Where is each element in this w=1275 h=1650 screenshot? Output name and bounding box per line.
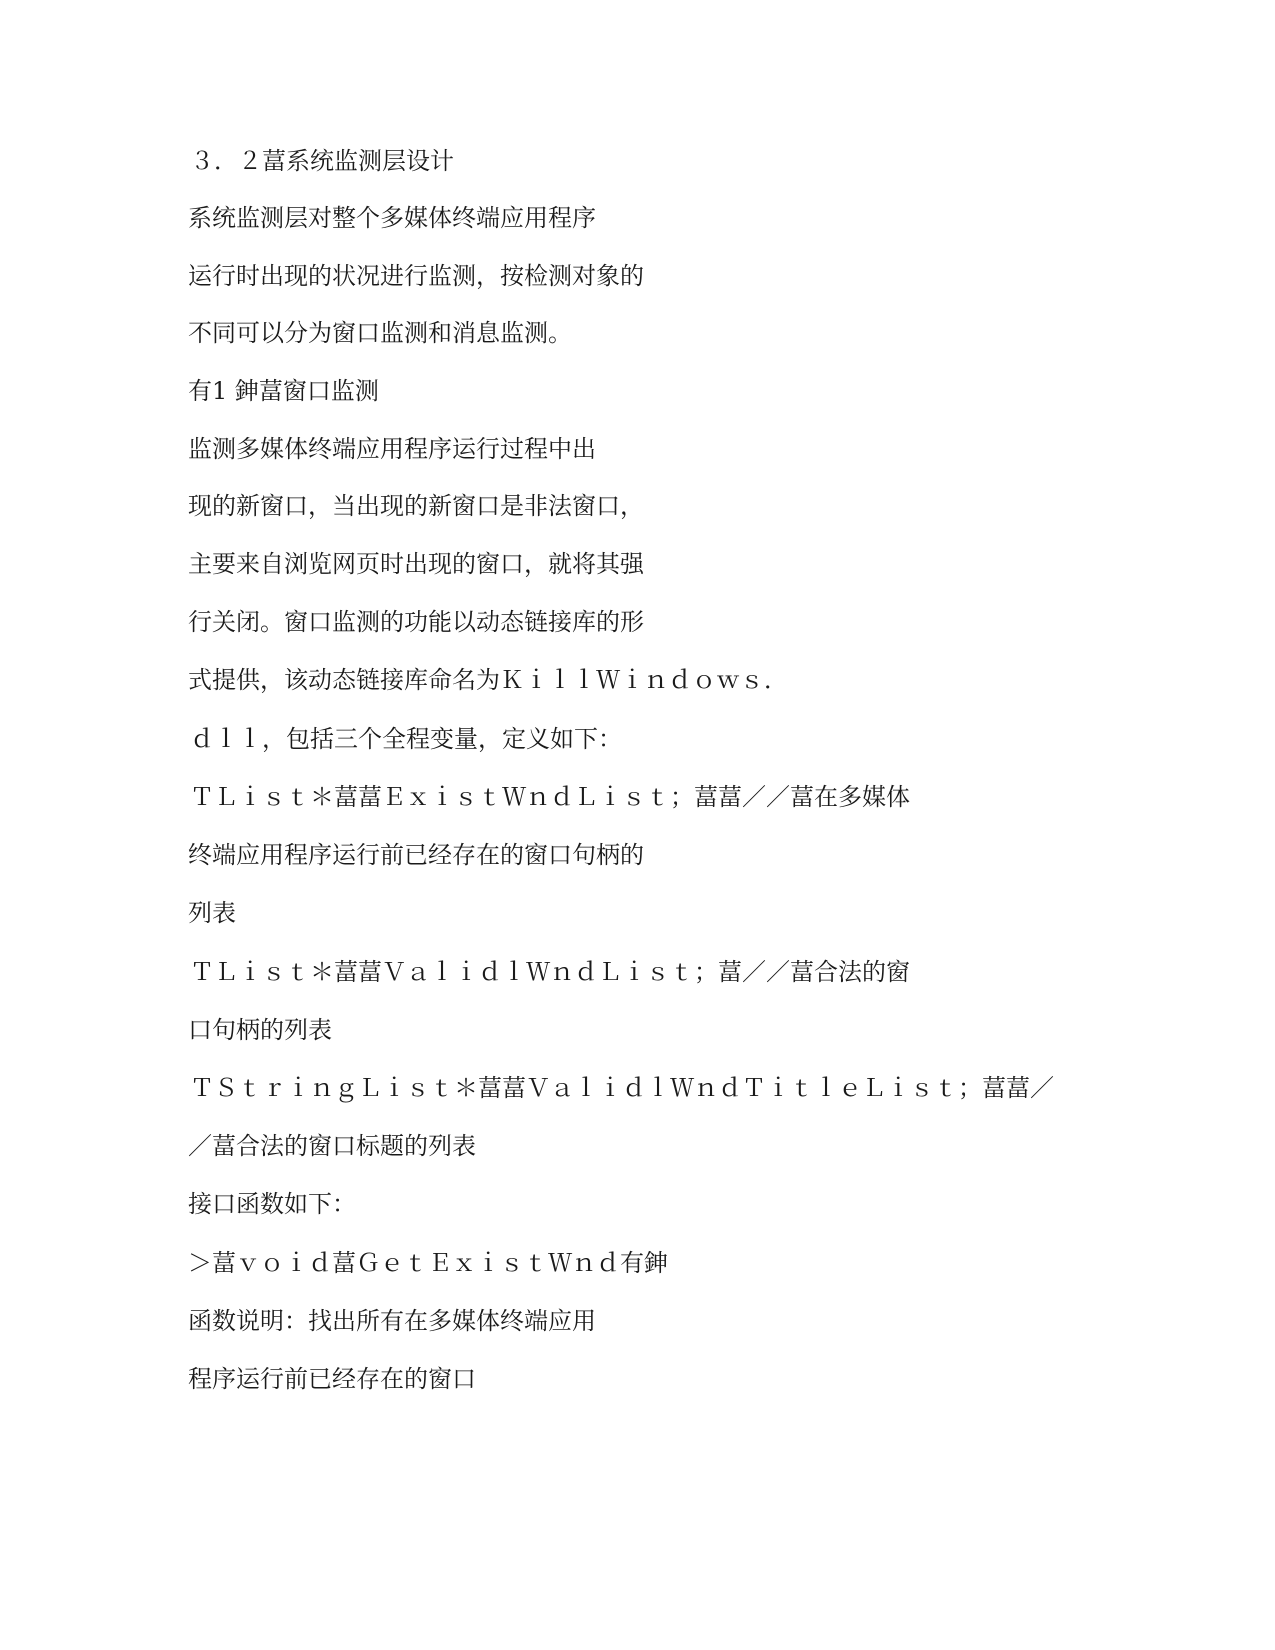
paragraph-line: 口句柄的列表: [188, 1016, 332, 1044]
paragraph-line: 终端应用程序运行前已经存在的窗口句柄的: [188, 841, 644, 869]
paragraph-line: 接口函数如下：: [188, 1190, 356, 1218]
paragraph-line: 不同可以分为窗口监测和消息监测。: [188, 319, 572, 347]
paragraph-line: 式提供，该动态链接库命名为ＫｉｌｌＷｉｎｄｏｗｓ．: [188, 666, 788, 694]
paragraph-line: 列表: [188, 899, 236, 927]
section-heading: ３．２葍系统监测层设计: [190, 147, 454, 175]
paragraph-line: 主要来自浏览网页时出现的窗口，就将其强: [188, 550, 644, 578]
paragraph-line: 运行时出现的状况进行监测，按检测对象的: [188, 262, 644, 290]
paragraph-line: 系统监测层对整个多媒体终端应用程序: [188, 204, 596, 232]
code-line: ＴＬｉｓｔ＊葍葍ＶａｌｉｄｌＷｎｄＬｉｓｔ；葍／／葍合法的窗: [190, 958, 910, 986]
code-line: ＴＳｔｒｉｎｇＬｉｓｔ＊葍葍ＶａｌｉｄｌＷｎｄＴｉｔｌｅＬｉｓｔ；葍葍／: [190, 1074, 1054, 1102]
code-line: ＞葍ｖｏｉｄ葍ＧｅｔＥｘｉｓｔＷｎｄ有鉮: [188, 1249, 668, 1277]
paragraph-line: 监测多媒体终端应用程序运行过程中出: [188, 435, 596, 463]
paragraph-line: 函数说明：找出所有在多媒体终端应用: [188, 1307, 596, 1335]
subsection-heading: 有1 鉮葍窗口监测: [188, 377, 379, 405]
paragraph-line: 行关闭。窗口监测的功能以动态链接库的形: [188, 608, 644, 636]
paragraph-line: 程序运行前已经存在的窗口: [188, 1365, 476, 1393]
paragraph-line: ／葍合法的窗口标题的列表: [188, 1132, 476, 1160]
code-line: ＴＬｉｓｔ＊葍葍ＥｘｉｓｔＷｎｄＬｉｓｔ；葍葍／／葍在多媒体: [190, 783, 910, 811]
paragraph-line: ｄｌｌ，包括三个全程变量，定义如下：: [190, 725, 622, 753]
paragraph-line: 现的新窗口，当出现的新窗口是非法窗口，: [188, 492, 644, 520]
